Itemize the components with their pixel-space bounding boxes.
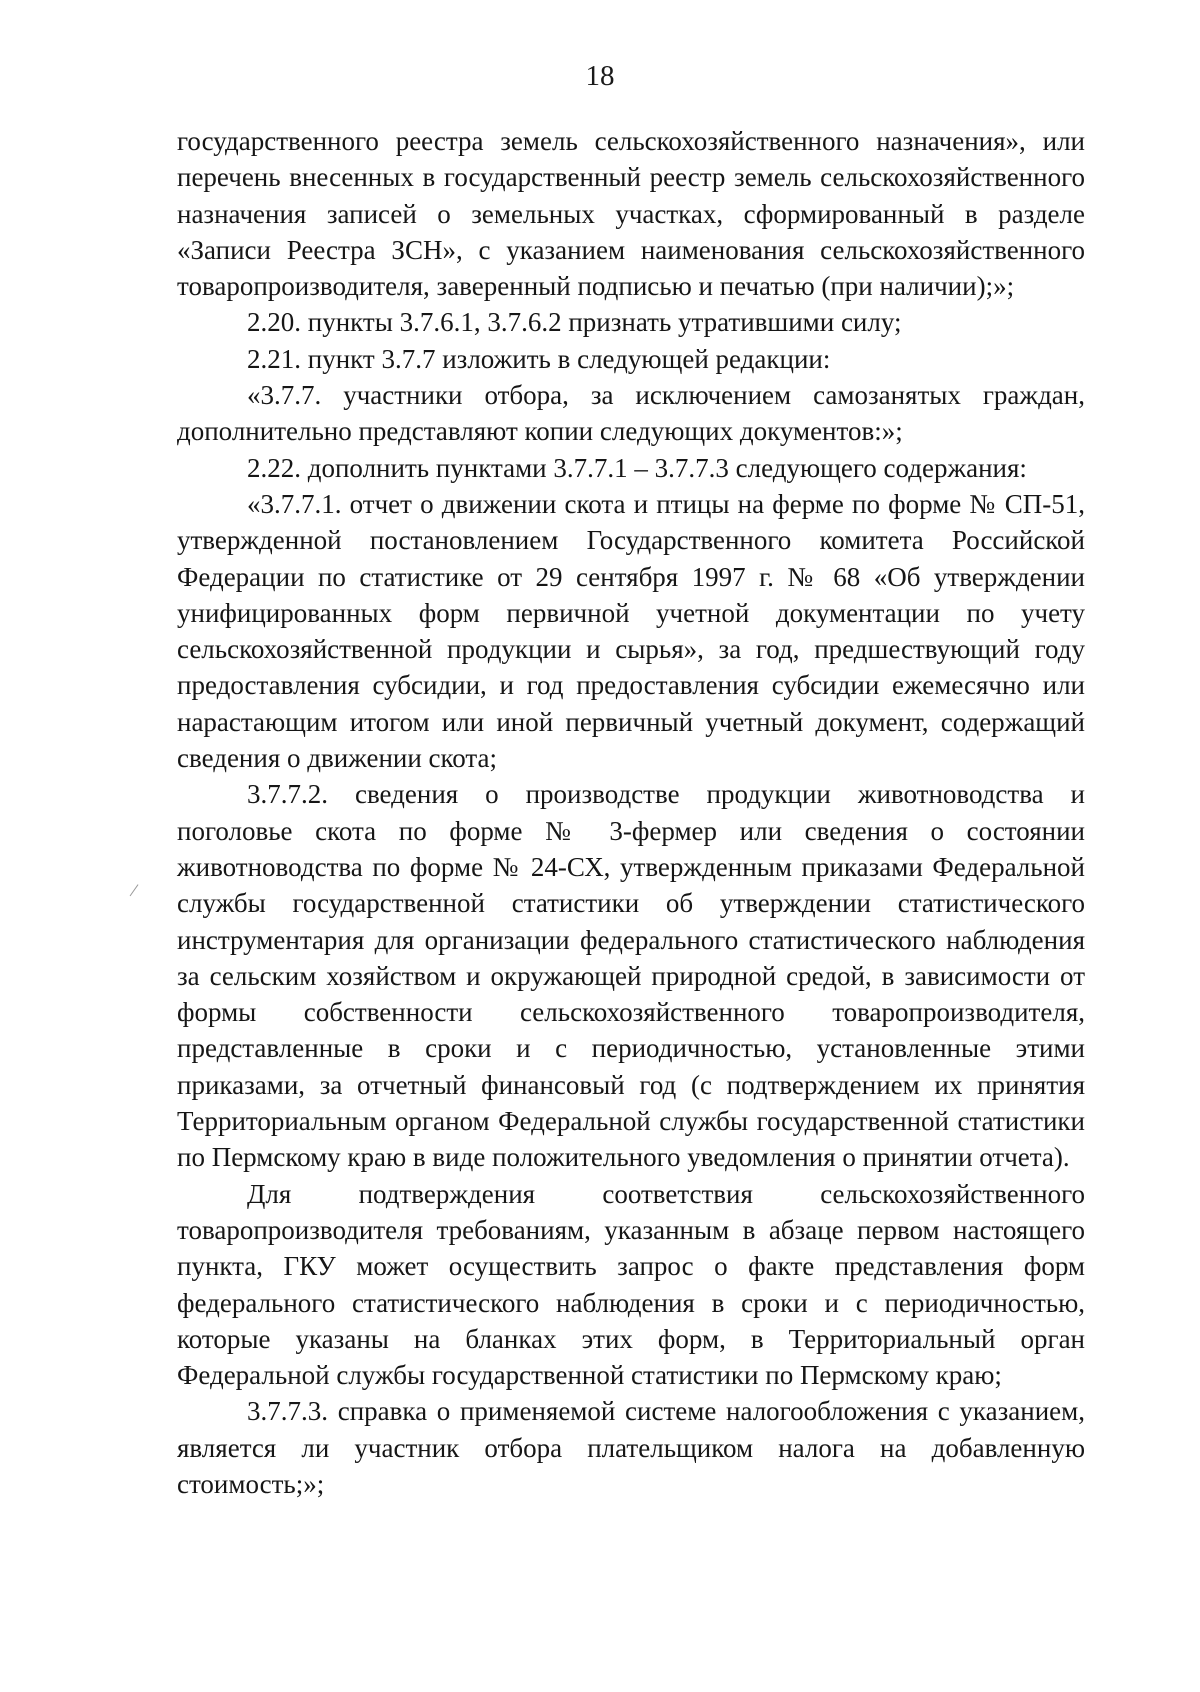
paragraph-2-22: 2.22. дополнить пунктами 3.7.7.1 – 3.7.7.3 следующего содержания: xyxy=(247,452,1027,483)
scan-margin-mark xyxy=(130,884,144,899)
paragraph-3-7-7-2: 3.7.7.2. сведения о производстве продукции животноводства и поголовье скота по форме № 3-фермер или сведения о состоянии животноводства по форме № 24-СХ, утвержденным приказами Федеральной службы государственной статистики об утверждении статистического инструментария для организации федерального статистического наблюдения за сельским хозяйством и окружающей природной средой, в зависимости от формы собственности сельскохозяйственного товаропроизводителя, представленные в сроки и с периодичностью, установленные этими приказами, за отчетный финансовый год (с подтверждением их принятия Территориальным органом Федеральной службы государственной статистики по Пермскому краю в виде положительного уведомления о принятии отчета). xyxy=(177,779,1085,1173)
paragraph-2-21: 2.21. пункт 3.7.7 изложить в следующей редакции: xyxy=(247,343,831,374)
paragraph-3-7-7-3: 3.7.7.3. справка о применяемой системе налогообложения с указанием, является ли участник отбора плательщиком налога на добавленную стоимость;»; xyxy=(177,1396,1085,1499)
page-number: 18 xyxy=(585,60,615,92)
document-body xyxy=(177,123,1085,1502)
paragraph-3-7-7: «3.7.7. участники отбора, за исключением самозанятых граждан, дополнительно представляют копии следующих документов:»; xyxy=(177,380,1085,447)
paragraph-continuation: государственного реестра земель сельскохозяйственного назначения», или перечень внесенных в государственный реестр земель сельскохозяйственного назначения записей о земельных участках, сформированный в разделе «Записи Реестра ЗСН», с указанием наименования сельскохозяйственного товаропроизводителя, заверенный подписью и печатью (при наличии);»; xyxy=(177,126,1085,302)
paragraph-2-20: 2.20. пункты 3.7.6.1, 3.7.6.2 признать утратившими силу; xyxy=(247,307,902,338)
paragraph-confirmation: Для подтверждения соответствия сельскохозяйственного товаропроизводителя требованиям, указанным в абзаце первом настоящего пункта, ГКУ может осуществить запрос о факте представления форм федерального статистического наблюдения в сроки и с периодичностью, которые указаны на бланках этих форм, в Территориальный орган Федеральной службы государственной статистики по Пермскому краю; xyxy=(177,1178,1085,1391)
paragraph-3-7-7-1: «3.7.7.1. отчет о движении скота и птицы на ферме по форме № СП-51, утвержденной постановлением Государственного комитета Российской Федерации по статистике от 29 сентября 1997 г. № 68 «Об утверждении унифицированных форм первичной учетной документации по учету сельскохозяйственной продукции и сырья», за год, предшествующий году предоставления субсидии, и год предоставления субсидии ежемесячно или нарастающим итогом или иной первичный учетный документ, содержащий сведения о движении скота; xyxy=(177,488,1085,774)
